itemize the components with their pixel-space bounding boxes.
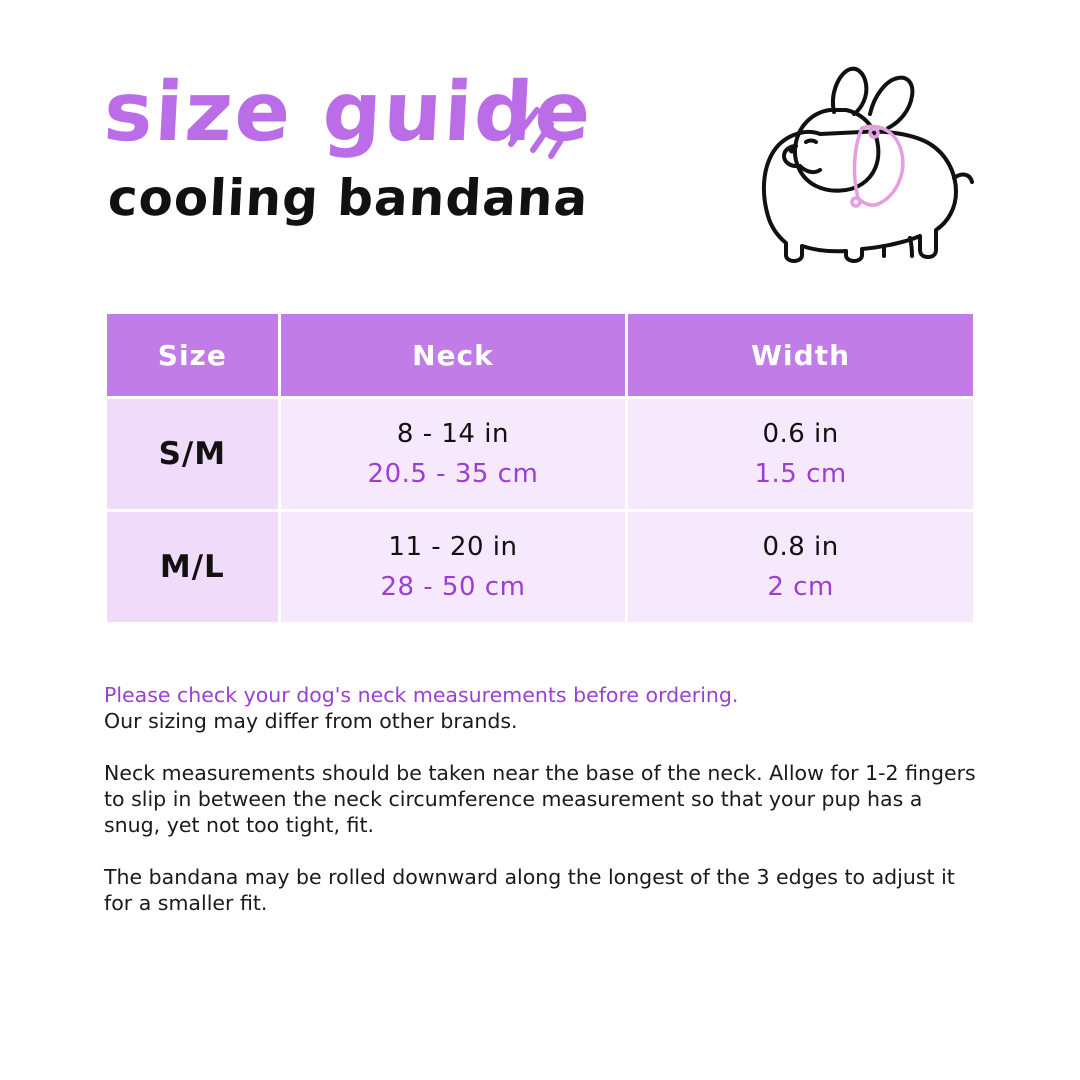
neck-centimeters: 20.5 - 35 cm	[367, 459, 539, 489]
neck-inches: 8 - 14 in	[396, 419, 509, 449]
neck-inches: 11 - 20 in	[388, 532, 518, 562]
page-title: size guide	[101, 65, 595, 160]
size-table	[104, 311, 976, 625]
width-inches: 0.6 in	[762, 419, 839, 449]
table-row	[107, 512, 973, 622]
column-header-size: Size	[107, 314, 278, 396]
row-width-cell	[628, 399, 973, 509]
row-neck-cell	[281, 512, 626, 622]
french-bulldog-illustration	[734, 50, 994, 280]
neck-centimeters: 28 - 50 cm	[380, 572, 526, 602]
width-centimeters: 1.5 cm	[754, 459, 847, 489]
table-body	[107, 399, 973, 622]
table-row	[107, 399, 973, 509]
notes-spacer	[104, 734, 984, 760]
table-header	[107, 314, 973, 396]
row-neck-cell	[281, 399, 626, 509]
row-width-cell	[628, 512, 973, 622]
sparkle-icon	[499, 88, 589, 178]
note-highlight: Please check your dog's neck measurements before ordering.	[104, 683, 739, 707]
width-centimeters: 2 cm	[767, 572, 834, 602]
row-size-value: M/L	[107, 512, 278, 622]
page-subtitle: cooling bandana	[106, 169, 590, 227]
note-paragraph-1: Neck measurements should be taken near the base of the neck. Allow for 1-2 fingers to slip in between the neck circumference measurement so that your pup has a snug, yet not too tight, fit.	[104, 761, 976, 837]
notes-section	[104, 682, 984, 916]
note-line-2: Our sizing may differ from other brands.	[104, 709, 518, 733]
row-size-value: S/M	[107, 399, 278, 509]
column-header-neck: Neck	[281, 314, 626, 396]
width-inches: 0.8 in	[762, 532, 839, 562]
note-paragraph-2: The bandana may be rolled downward along the longest of the 3 edges to adjust it for a smaller fit.	[104, 865, 955, 915]
header	[101, 65, 984, 280]
column-header-width: Width	[628, 314, 973, 396]
table-header-row	[107, 314, 973, 396]
notes-spacer	[104, 838, 984, 864]
